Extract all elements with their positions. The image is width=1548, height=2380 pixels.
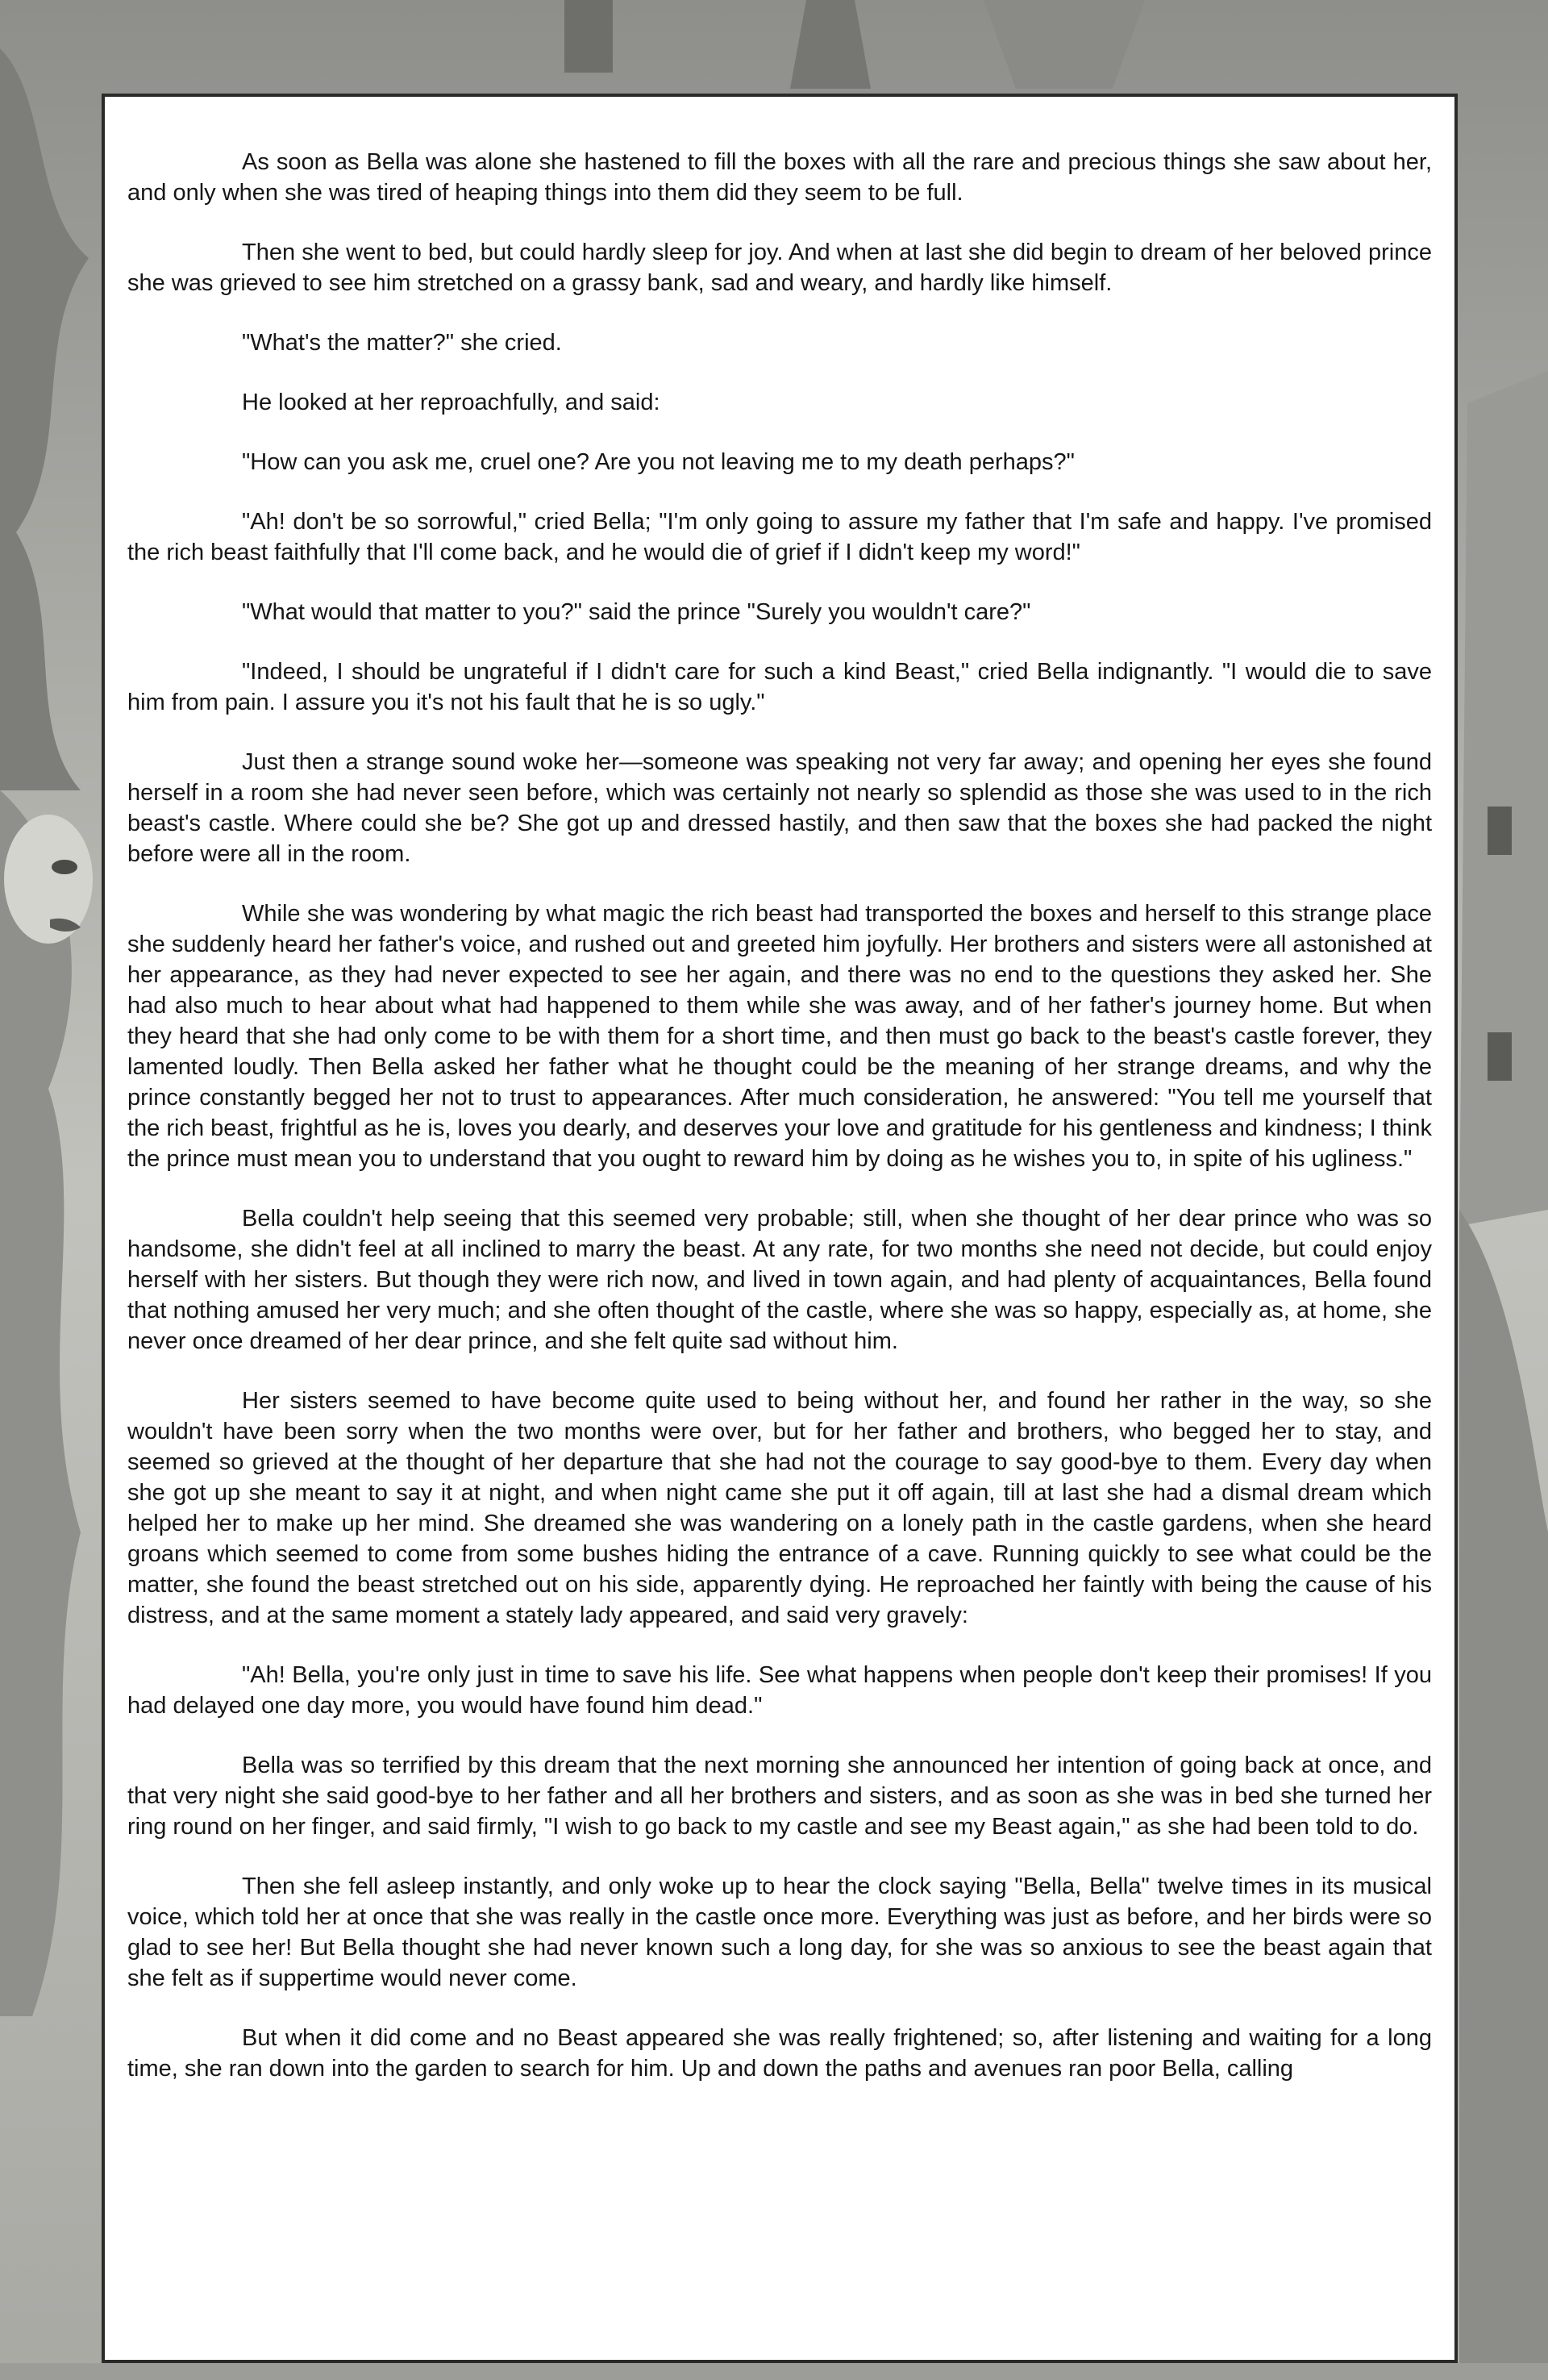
right-window-1 — [1488, 807, 1512, 855]
paragraph-4: He looked at her reproachfully, and said: — [242, 390, 660, 415]
paragraph-13: "Ah! Bella, you're only just in time to save his life. See what happens when people don't keep their promises! If you had delayed one day more, you would have found him dead." — [127, 1662, 1432, 1719]
paragraph-8: "Indeed, I should be ungrateful if I didn't care for such a kind Beast," cried Bella indignantly. "I would die to save him from pain. I assure you it's not his fault that he is so ugly." — [127, 659, 1432, 715]
story-text-panel — [102, 94, 1458, 2363]
paragraph-5: "How can you ask me, cruel one? Are you not leaving me to my death perhaps?" — [242, 449, 1075, 475]
paragraph-9: Just then a strange sound woke her—someone was speaking not very far away; and opening her eyes she found herself in a room she had never seen before, which was certainly not nearly so splendid as those she was used to in the rich beast's castle. Where could she be? She got up and dressed hastily, and then saw that the boxes she had packed the night before were all in the room. — [127, 749, 1432, 867]
figure-face — [4, 815, 93, 944]
figure-eye — [52, 860, 77, 874]
paragraph-11: Bella couldn't help seeing that this seemed very probable; still, when she thought of her dear prince who was so handsome, she didn't feel at all inclined to marry the beast. At any rate, for two months she need not decide, but could enjoy herself with her sisters. But though they were rich now, and lived in town again, and had plenty of acquaintances, Bella found that nothing amused her very much; and she often thought of the castle, where she was so happy, especially as, at home, she never once dreamed of her dear prince, and she felt quite sad without him. — [127, 1206, 1432, 1354]
paragraph-12: Her sisters seemed to have become quite used to being without her, and found her rather in the way, so she wouldn't have been sorry when the two months were over, but for her father and brothers, who begged her to stay, and seemed so grieved at the thought of her departure that she had not the courage to say good-bye to them. Every day when she got up she meant to say it at night, and when night came she put it off again, till at last she had a dismal dream which helped her to make up her mind. She dreamed she was wandering on a lonely path in the castle gardens, when she heard groans which seemed to come from some bushes hiding the entrance of a cave. Running quickly to see what could be the matter, she found the beast stretched out on his side, apparently dying. He reproached her faintly with being the cause of his distress, and at the same moment a stately lady appeared, and said very gravely: — [127, 1388, 1432, 1628]
paragraph-2: Then she went to bed, but could hardly sleep for joy. And when at last she did begin to dream of her beloved prince she was grieved to see him stretched on a grassy bank, sad and weary, and hardly like himself. — [127, 240, 1432, 296]
paragraph-7: "What would that matter to you?" said the prince "Surely you wouldn't care?" — [242, 599, 1031, 625]
bottom-strip — [0, 2363, 1548, 2380]
paragraph-15: Then she fell asleep instantly, and only woke up to hear the clock saying "Bella, Bella" twelve times in its musical voice, which told her at once that she was really in the castle once more. Everything was just as before, and her birds were so glad to see her! But Bella thought she had never known such a long day, for she was so anxious to see the beast again that she felt as if suppertime would never come. — [127, 1874, 1432, 1991]
paragraph-16: But when it did come and no Beast appeared she was really frightened; so, after listening and waiting for a long time, she ran down into the garden to search for him. Up and down the paths and avenues ran poor Bella, calling — [127, 2025, 1432, 2082]
paragraph-10: While she was wondering by what magic the rich beast had transported the boxes and herself to this strange place she suddenly heard her father's voice, and rushed out and greeted him joyfully. Her brothers and sisters were all astonished at her appearance, as they had never expected to see her again, and there was no end to the questions they asked her. She had also much to hear about what had happened to them while she was away, and of her father's journey home. But when they heard that she had only come to be with them for a short time, and then must go back to the beast's castle forever, they lamented loudly. Then Bella asked her father what he thought could be the meaning of her strange dreams, and why the prince constantly begged her not to trust to appearances. After much consideration, he answered: "You tell me yourself that the rich beast, frightful as he is, loves you dearly, and deserves your love and gratitude for his gentleness and kindness; I think the prince must mean you to understand that you ought to reward him by doing as he wishes you to, in spite of his ugliness." — [127, 901, 1432, 1172]
right-window-2 — [1488, 1032, 1512, 1081]
paragraph-1: As soon as Bella was alone she hastened to fill the boxes with all the rare and precious things she saw about her, and only when she was tired of heaping things into them did they seem to be full. — [127, 149, 1432, 206]
paragraph-6: "Ah! don't be so sorrowful," cried Bella; "I'm only going to assure my father that I'm safe and happy. I've promised the rich beast faithfully that I'll come back, and he would die of grief if I didn't keep my word!" — [127, 509, 1432, 565]
right-building — [1459, 371, 1548, 1226]
castle-tower-silhouette — [564, 0, 613, 73]
paragraph-3: "What's the matter?" she cried. — [242, 330, 562, 356]
paragraph-14: Bella was so terrified by this dream that the next morning she announced her intention of going back at once, and that very night she said good-bye to her father and all her brothers and sisters, and as soon as she was in bed she turned her ring round on her finger, and said firmly, "I wish to go back to my castle and see my Beast again," as she had been told to do. — [127, 1753, 1432, 1840]
